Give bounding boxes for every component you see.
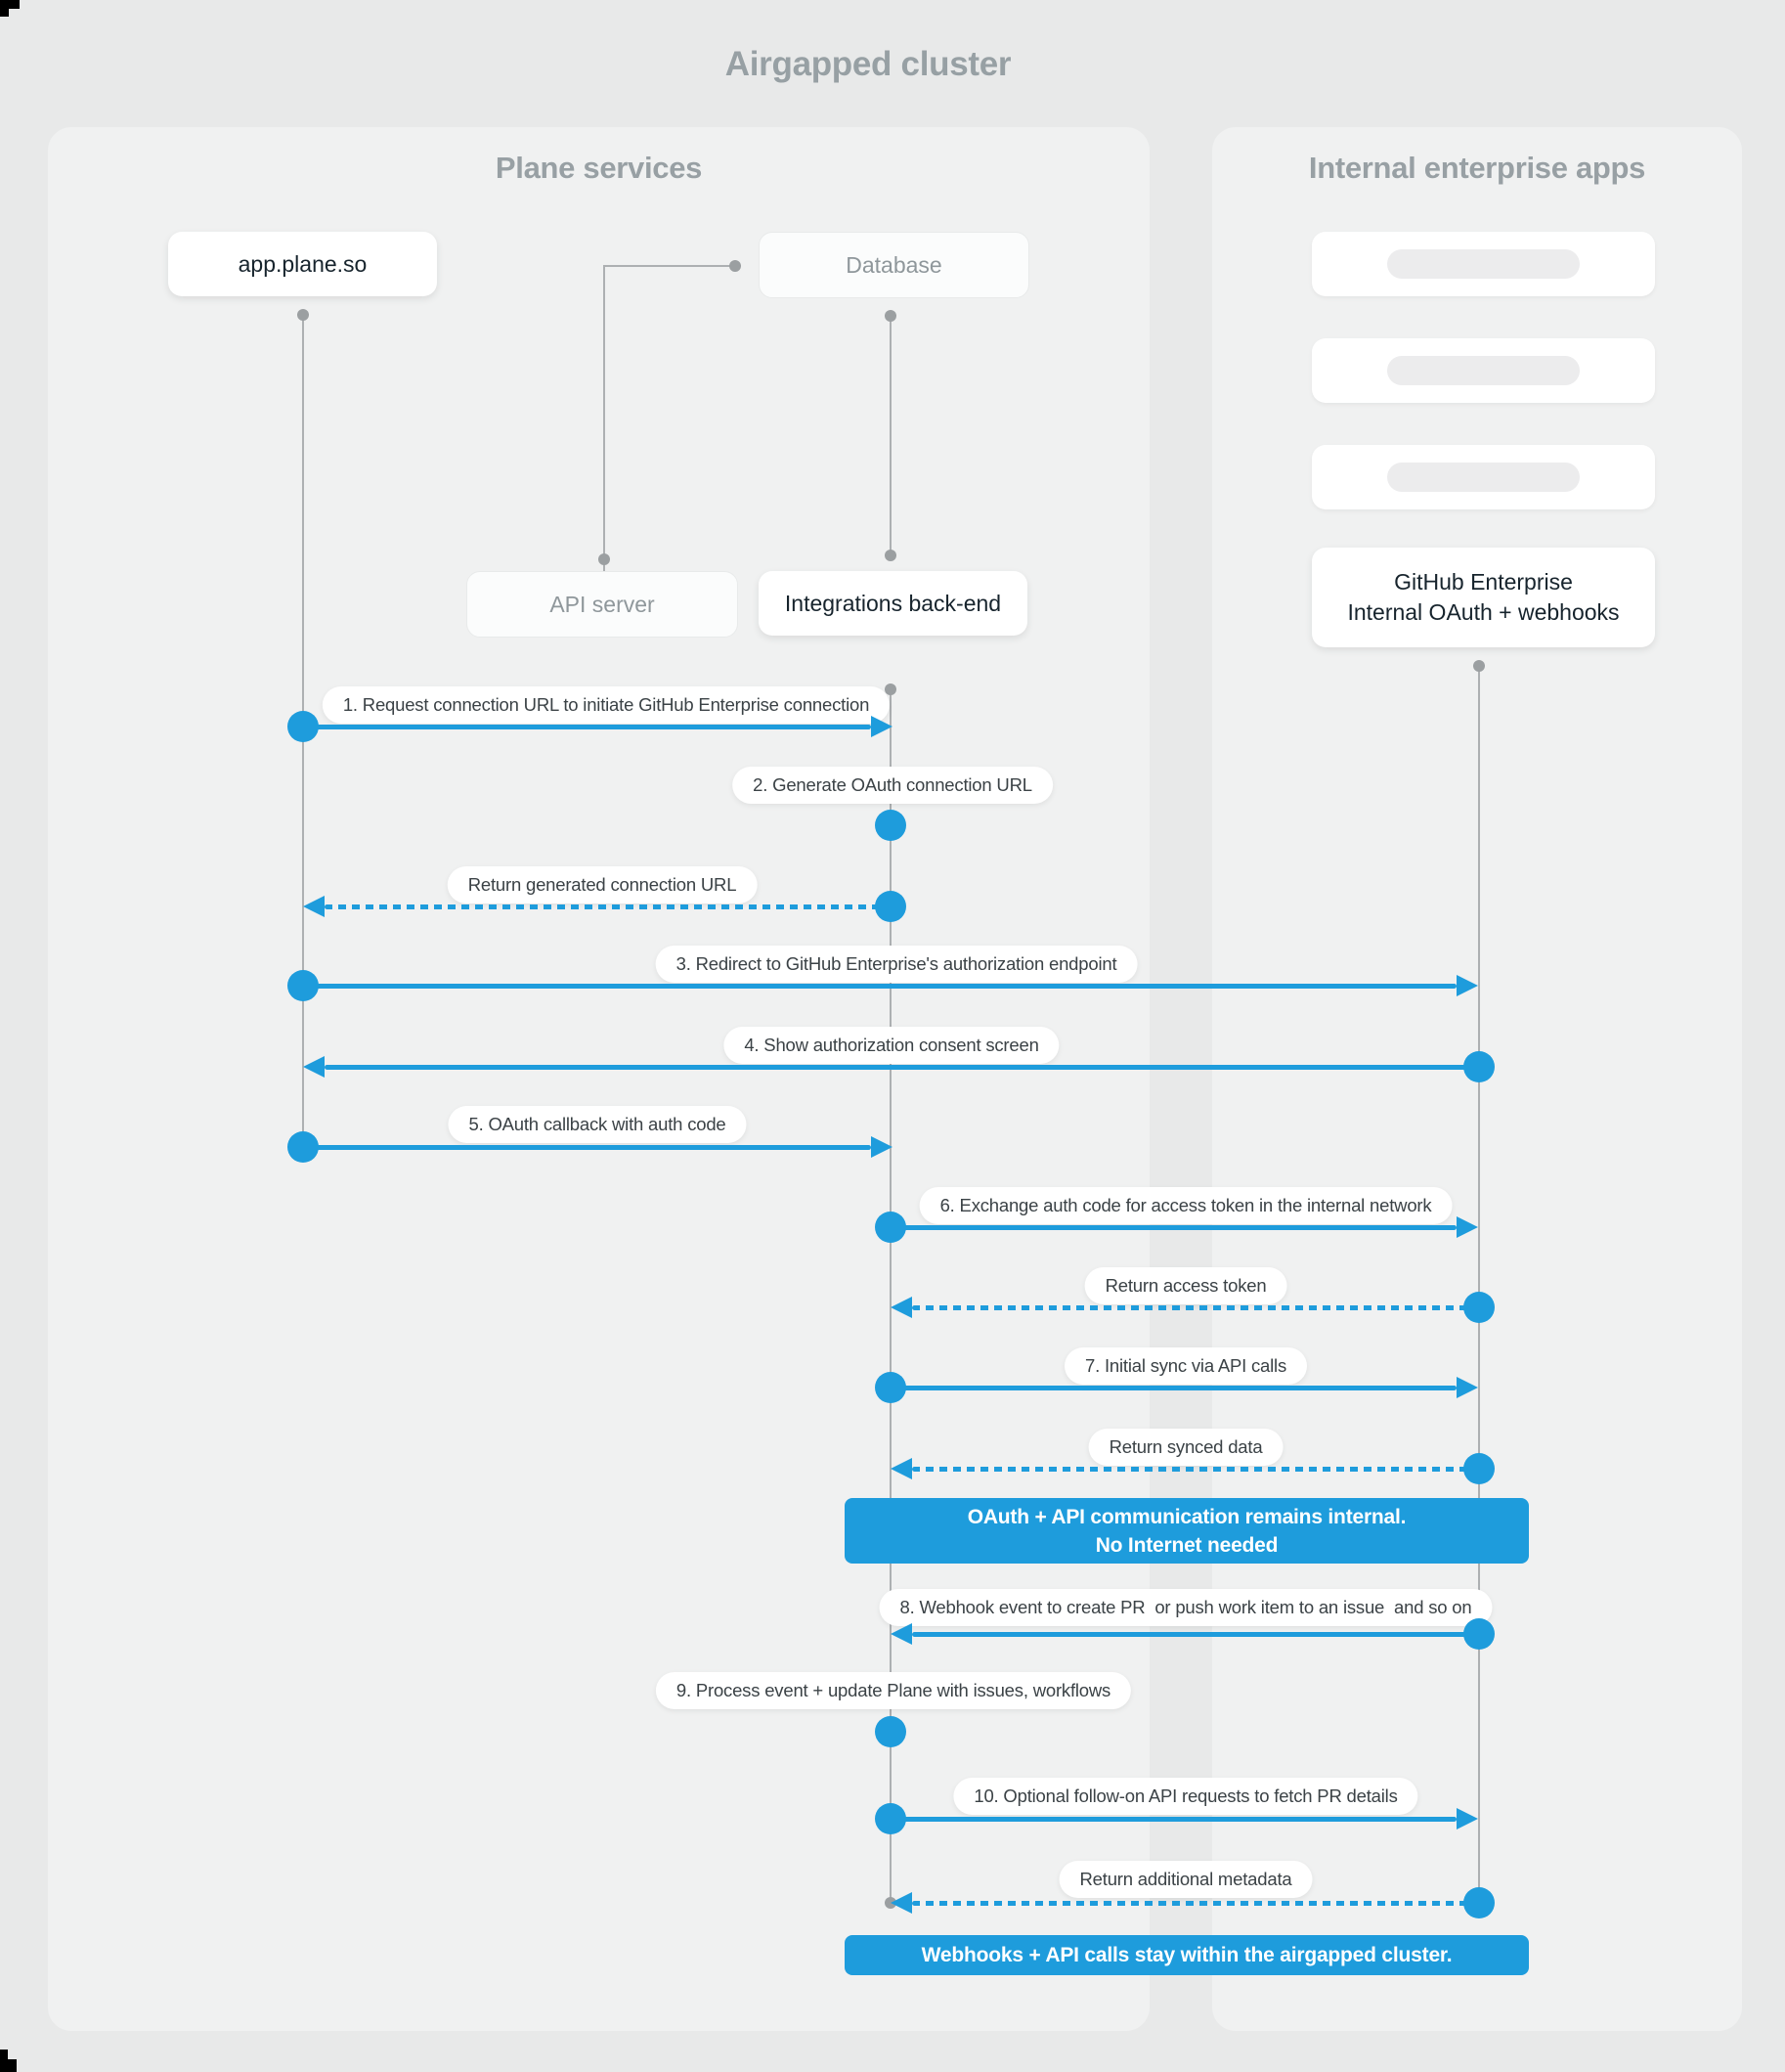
arrowhead-right (871, 716, 892, 737)
activation-dot (875, 1716, 906, 1747)
activation-dot (287, 711, 319, 742)
connector-api-server-vertical (603, 265, 605, 571)
message-bubble-6: 6. Exchange auth code for access token in the internal network (920, 1187, 1453, 1224)
arrowhead-left (891, 1892, 912, 1914)
message-bubble-return-token: Return access token (1085, 1267, 1287, 1304)
actor-integrations-backend (759, 571, 1027, 636)
connector-dot (297, 309, 309, 321)
actor-label: Integrations back-end (784, 590, 1002, 616)
activation-dot (875, 1803, 906, 1834)
connector-dot (885, 683, 896, 695)
connector-dot (885, 310, 896, 322)
connector-dot (885, 550, 896, 561)
lifeline-github-enterprise (1478, 666, 1480, 1903)
activation-dot (287, 1131, 319, 1163)
message-bubble-7: 7. Initial sync via API calls (1065, 1347, 1307, 1385)
activation-dot (1463, 1292, 1495, 1323)
connector-dot (1473, 660, 1485, 672)
arrow-line-dashed (912, 1901, 1479, 1906)
arrow-line (891, 1386, 1457, 1390)
arrow-line-dashed (912, 1305, 1479, 1310)
arrowhead-left (891, 1297, 912, 1318)
activation-dot (1463, 1887, 1495, 1918)
message-bubble-9: 9. Process event + update Plane with issues, workflows (656, 1672, 1131, 1709)
message-bubble-3: 3. Redirect to GitHub Enterprise's authorization endpoint (656, 946, 1138, 983)
arrow-line (891, 1817, 1457, 1822)
actor-label-line2: Internal OAuth + webhooks (1347, 599, 1620, 625)
actor-label-line1: GitHub Enterprise (1394, 569, 1573, 595)
arrowhead-left (891, 1458, 912, 1479)
connector-dot (598, 553, 610, 565)
activation-dot (1463, 1618, 1495, 1650)
connector-dot (729, 260, 741, 272)
panel-plane-services-header: Plane services (495, 151, 703, 185)
diagram-title: Airgapped cluster (724, 45, 1012, 83)
activation-dot (1463, 1051, 1495, 1082)
activation-dot (875, 1212, 906, 1243)
actor-github-enterprise (1312, 548, 1655, 647)
activation-dot (875, 1372, 906, 1403)
actor-label: Database (846, 251, 942, 278)
banner-internal-note (845, 1498, 1529, 1564)
placeholder-app-card (1312, 338, 1655, 403)
placeholder-app-card (1312, 232, 1655, 296)
message-bubble-4: 4. Show authorization consent screen (723, 1027, 1059, 1064)
message-bubble-8: 8. Webhook event to create PR or push work item to an issue and so on (880, 1589, 1493, 1626)
arrow-line (912, 1632, 1479, 1637)
activation-dot (1463, 1453, 1495, 1484)
banner-line1: Webhooks + API calls stay within the airgapped cluster. (921, 1944, 1453, 1966)
activation-dot (287, 970, 319, 1001)
placeholder-pill (1387, 463, 1580, 492)
arrow-line (303, 1145, 871, 1150)
arrowhead-left (303, 1056, 325, 1078)
banner-airgap-note (845, 1935, 1529, 1975)
message-bubble-5: 5. OAuth callback with auth code (448, 1106, 746, 1143)
actor-database (759, 232, 1029, 298)
screen-corner-artifact-top-left (0, 0, 20, 17)
arrowhead-right (1457, 975, 1478, 996)
actor-api-server (466, 571, 738, 638)
connector-database-to-integrations (890, 316, 892, 555)
connector-api-server-horizontal (603, 265, 735, 267)
panel-internal-apps-header: Internal enterprise apps (1308, 151, 1646, 185)
banner-line1: OAuth + API communication remains internal. (967, 1505, 1407, 1528)
message-bubble-return-url: Return generated connection URL (448, 866, 758, 904)
arrowhead-left (303, 896, 325, 917)
panel-plane-services (48, 127, 1150, 2031)
actor-app-plane-so (168, 232, 437, 296)
screen-corner-artifact-bottom-left (0, 2050, 17, 2072)
arrowhead-left (891, 1623, 912, 1645)
arrowhead-right (871, 1136, 892, 1158)
message-bubble-1: 1. Request connection URL to initiate GitHub Enterprise connection (323, 686, 890, 724)
arrowhead-right (1457, 1216, 1478, 1238)
activation-dot (875, 891, 906, 922)
placeholder-pill (1387, 356, 1580, 385)
actor-label: API server (549, 591, 655, 617)
arrow-line-dashed (325, 904, 891, 909)
message-bubble-return-metadata: Return additional metadata (1060, 1861, 1313, 1898)
banner-line2: No Internet needed (1095, 1533, 1279, 1557)
arrowhead-right (1457, 1377, 1478, 1398)
arrow-line (303, 725, 871, 729)
message-bubble-return-synced: Return synced data (1089, 1429, 1284, 1466)
arrow-line (325, 1065, 1479, 1070)
arrowhead-right (1457, 1808, 1478, 1830)
activation-dot (875, 810, 906, 841)
arrow-line (303, 984, 1457, 989)
arrow-line (891, 1225, 1457, 1230)
placeholder-pill (1387, 249, 1580, 279)
message-bubble-2: 2. Generate OAuth connection URL (732, 767, 1053, 804)
actor-label: app.plane.so (238, 250, 368, 277)
placeholder-app-card (1312, 445, 1655, 509)
arrow-line-dashed (912, 1467, 1479, 1472)
message-bubble-10: 10. Optional follow-on API requests to fetch PR details (953, 1778, 1417, 1815)
